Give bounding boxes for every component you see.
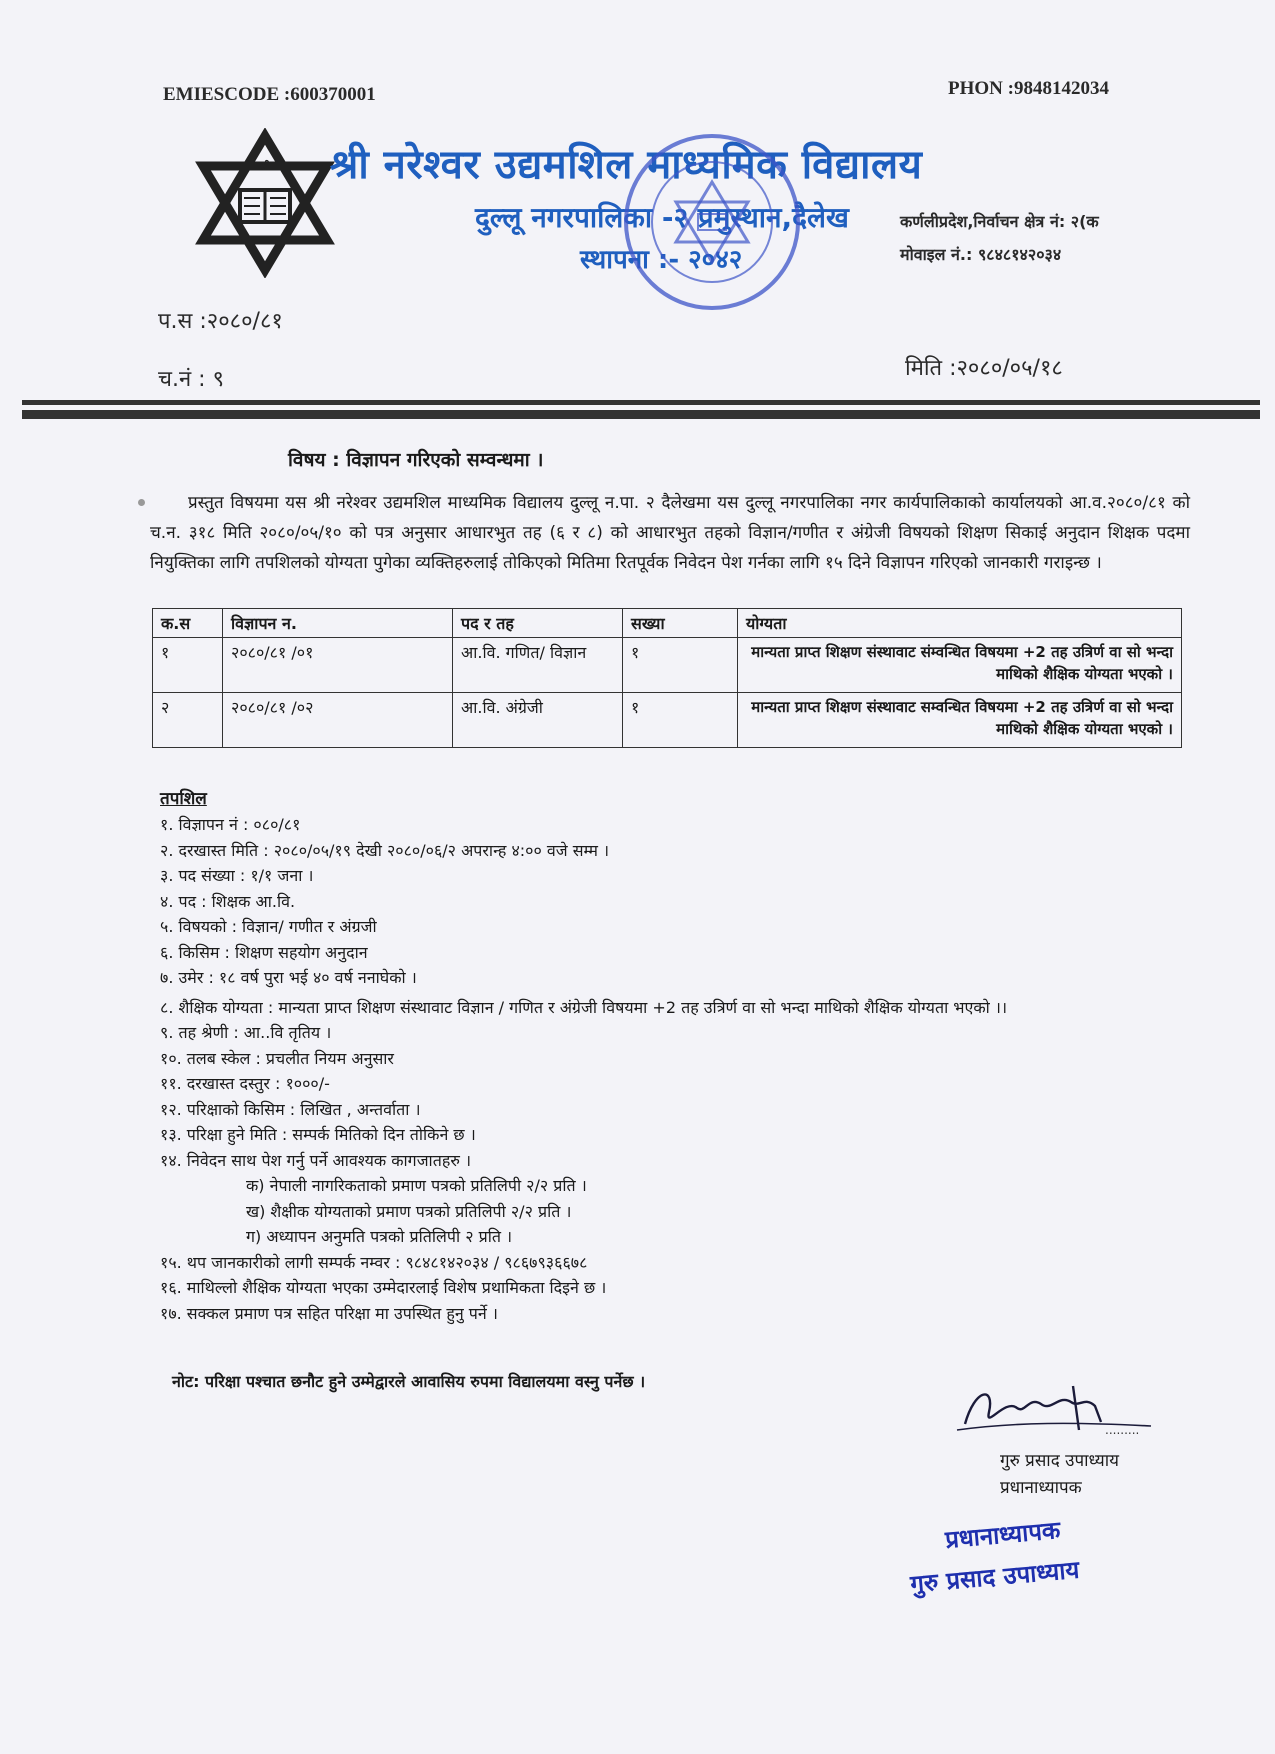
phone-number: PHON :9848142034 — [948, 78, 1109, 99]
table-header-row — [153, 609, 1182, 638]
school-logo-icon — [190, 128, 340, 278]
list-item: ६. किसिम : शिक्षण सहयोग अनुदान — [160, 942, 368, 962]
school-address: दुल्लू नगरपालिका -२ प्रमुस्थान,दैलेख — [475, 201, 849, 234]
details-list — [160, 812, 1200, 1326]
details-heading: तपशिल — [160, 789, 207, 809]
list-item: १४. निवेदन साथ पेश गर्नु पर्ने आवश्यक कागजातहरु । — [160, 1150, 472, 1170]
letter-date: मिति :२०८०/०५/१८ — [905, 356, 1063, 381]
logo-text: श्री — [259, 160, 271, 173]
col-header-count: सख्या — [623, 609, 738, 638]
school-established: स्थापना :- २०४२ — [580, 245, 743, 275]
list-item: १७. सक्कल प्रमाण पत्र सहित परिक्षा मा उपस्थित हुनु पर्ने । — [160, 1303, 498, 1323]
list-item: ५. विषयको : विज्ञान/ गणीत र अंग्रजी — [160, 917, 377, 936]
col-header-sn: क.स — [153, 609, 223, 638]
svg-text:.........: ......... — [1105, 1423, 1140, 1437]
school-name: श्री नरेश्वर उद्यमशिल माध्यमिक विद्यालय — [330, 142, 923, 188]
emies-code: EMIESCODE :600370001 — [163, 84, 376, 105]
stamp-title: प्रधानाध्यापक — [944, 1516, 1062, 1554]
intro-paragraph: प्रस्तुत विषयमा यस श्री नरेश्वर उद्यमशिल माध्यमिक विद्यालय दुल्लू न.पा. २ दैलेखमा यस दुल्लू नगरपालिका नगर कार्यपालिकाको कार्यालयको आ.व.२०८०/८१ को च.न. ३१८ मिति २०८०/०५/१० को पत्र अनुसार आधारभुत तह (६ र ८) को आधारभुत तहको विज्ञान/गणीत र अंग्रेजी विषयको शिक्षण सिकाई अनुदान शिक्षक पदमा नियुक्तिका लागि तपशिलको योग्यता पुगेका व्यक्तिहरुलाई तोकिएको मितिमा रितपूर्वक निवेदन पेश गर्नका लागि १५ दिने विज्ञापन गरिएको जानकारी गराइन्छ । — [150, 493, 1190, 573]
col-header-post: पद र तह — [453, 609, 623, 638]
school-seal-icon — [620, 130, 805, 315]
cell-post: आ.वि. गणित/ विज्ञान — [453, 638, 623, 693]
list-subitem: ग) अध्यापन अनुमति पत्रको प्रतिलिपी २ प्रति । — [246, 1227, 513, 1246]
letter-number: प.स :२०८०/८१ — [158, 309, 283, 334]
cell-sn: २ — [153, 693, 223, 748]
cell-qualification: मान्यता प्राप्त शिक्षण संस्थावाट सम्वन्धित विषयमा +2 तह उत्रिर्ण वा सो भन्दा माथिको शैक्षिक योग्यता भएको । — [738, 693, 1182, 748]
note-text: नोट: परिक्षा पश्चात छनौट हुने उम्मेद्वारले आवासिय रुपमा विद्यालयमा वस्नु पर्नेछ । — [172, 1372, 646, 1391]
vacancy-table — [152, 608, 1182, 748]
list-subitem: ख) शैक्षीक योग्यताको प्रमाण पत्रको प्रतिलिपी २/२ प्रति । — [246, 1201, 572, 1221]
divider-thick — [22, 400, 1260, 405]
dispatch-number: च.नं : ९ — [158, 367, 225, 392]
province-info: कर्णलीप्रदेश,निर्वाचन क्षेत्र नं: २(क — [900, 212, 1099, 231]
list-item: २. दरखास्त मिति : २०८०/०५/१९ देखी २०८०/०६/२ अपरान्ह ४:०० वजे सम्म । — [160, 840, 610, 860]
list-item: १३. परिक्षा हुने मिति : सम्पर्क मितिको दिन तोकिने छ । — [160, 1125, 476, 1144]
col-header-qualification: योग्यता — [738, 609, 1182, 638]
bullet-dot — [138, 499, 145, 506]
cell-post: आ.वि. अंग्रेजी — [453, 693, 623, 748]
list-item: १५. थप जानकारीको लागी सम्पर्क नम्वर : ९८४८१४२०३४ / ९८६७९३६६७८ — [160, 1252, 588, 1272]
cell-ad-no: २०८०/८१ /०१ — [223, 638, 453, 693]
list-item: १६. माथिल्लो शैक्षिक योग्यता भएका उम्मेदारलाई विशेष प्रथामिकता दिइने छ । — [160, 1278, 607, 1297]
divider-heavy — [22, 410, 1260, 419]
subject-line: विषय : विज्ञापन गरिएको सम्वन्धमा । — [288, 449, 544, 471]
stamp-name: गुरु प्रसाद उपाध्याय — [909, 1555, 1081, 1599]
table-row — [153, 693, 1182, 748]
signatory-title: प्रधानाध्यापक — [1000, 1478, 1082, 1498]
cell-ad-no: २०८०/८१ /०२ — [223, 693, 453, 748]
list-item: १०. तलब स्केल : प्रचलीत नियम अनुसार — [160, 1048, 394, 1068]
table-row — [153, 638, 1182, 693]
list-subitem: क) नेपाली नागरिकताको प्रमाण पत्रको प्रतिलिपी २/२ प्रति । — [246, 1176, 587, 1195]
list-item: ९. तह श्रेणी : आ..वि तृतिय । — [160, 1023, 332, 1042]
list-item: ८. शैक्षिक योग्यता : मान्यता प्राप्त शिक्षण संस्थावाट विज्ञान / गणित र अंग्रेजी विषयमा +2 तह उत्रिर्ण वा सो भन्दा माथिको शैक्षिक योग्यता भएको ।। — [160, 997, 1008, 1017]
cell-qualification: मान्यता प्राप्त शिक्षण संस्थावाट संम्वन्धित विषयमा +2 तह उत्रिर्ण वा सो भन्दा माथिको शैक्षिक योग्यता भएको । — [738, 638, 1182, 693]
col-header-ad-no: विज्ञापन न. — [223, 609, 453, 638]
cell-sn: १ — [153, 638, 223, 693]
signature-icon — [955, 1378, 1155, 1440]
signatory-name: गुरु प्रसाद उपाध्याय — [1000, 1451, 1120, 1471]
list-item: ७. उमेर : १८ वर्ष पुरा भई ४० वर्ष ननाघेको । — [160, 968, 417, 987]
list-item: १२. परिक्षाको किसिम : लिखित , अन्तर्वाता । — [160, 1099, 421, 1119]
list-item: ४. पद : शिक्षक आ.वि. — [160, 891, 296, 911]
list-item: ३. पद संख्या : १/१ जना । — [160, 866, 314, 885]
list-item: १. विज्ञापन नं : ०८०/८१ — [160, 815, 301, 834]
cell-count: १ — [623, 638, 738, 693]
list-item: ११. दरखास्त दस्तुर : १०००/- — [160, 1074, 330, 1093]
mobile-info: मोवाइल नं.: ९८४८१४२०३४ — [900, 245, 1062, 264]
cell-count: १ — [623, 693, 738, 748]
